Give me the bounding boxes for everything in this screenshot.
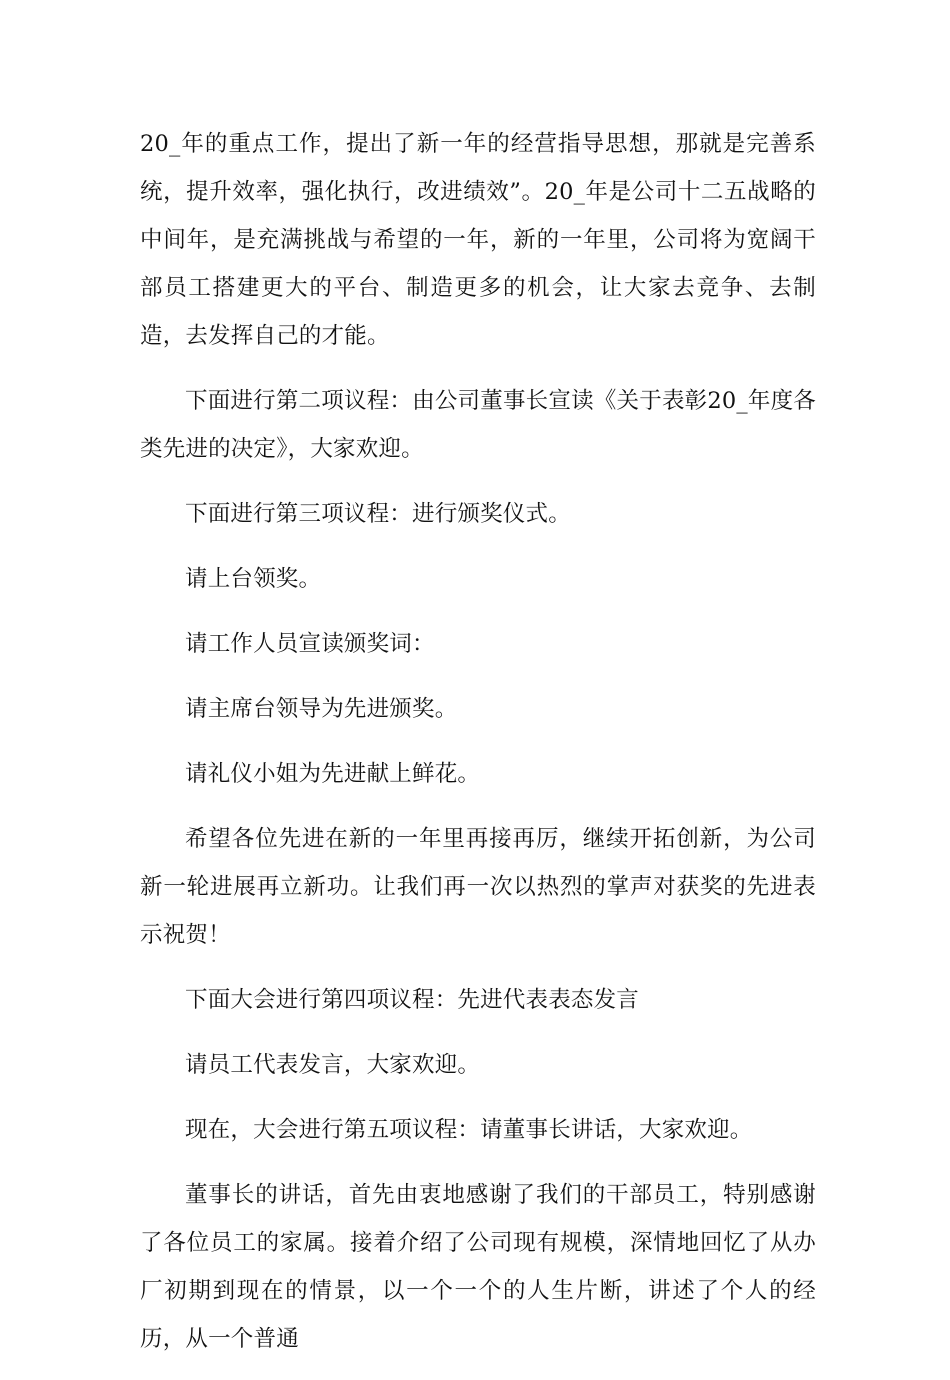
paragraph-employee-speech: 请员工代表发言，大家欢迎。	[185, 1052, 481, 1078]
paragraph-leaders-present: 请主席台领导为先进颁奖。	[185, 696, 458, 722]
paragraph-agenda-two: 下面进行第二项议程：由公司董事长宣读《关于表彰20_年度各类先进的决定》，大家欢迎。	[140, 388, 816, 462]
paragraph-award-citation: 请工作人员宣读颁奖词：	[185, 631, 435, 657]
paragraph-agenda-five: 现在，大会进行第五项议程：请董事长讲话，大家欢迎。	[185, 1117, 753, 1143]
paragraph-chairman-speech: 董事长的讲话，首先由衷地感谢了我们的干部员工，特别感谢了各位员工的家属。接着介绍了公司现有规模，深情地回忆了从办厂初期到现在的情景，以一个一个的人生片断，讲述了个人的经历，从一个普通	[140, 1182, 816, 1352]
paragraph-work-focus: 20_年的重点工作，提出了新一年的经营指导思想，那就是完善系统，提升效率，强化执行，改进绩效”。20_年是公司十二五战略的中间年，是充满挑战与希望的一年，新的一年里，公司将为宽阔干部员工搭建更大的平台、制造更多的机会，让大家去竞争、去制造，去发挥自己的才能。	[140, 131, 816, 349]
paragraph-agenda-three: 下面进行第三项议程：进行颁奖仪式。	[185, 501, 571, 527]
document-page	[140, 120, 816, 1380]
paragraph-flowers: 请礼仪小姐为先进献上鲜花。	[185, 761, 481, 787]
paragraph-congratulations: 希望各位先进在新的一年里再接再厉，继续开拓创新，为公司新一轮进展再立新功。让我们再一次以热烈的掌声对获奖的先进表示祝贺！	[140, 826, 816, 948]
paragraph-agenda-four: 下面大会进行第四项议程：先进代表表态发言	[185, 987, 640, 1013]
paragraph-receive-award: 请上台领奖。	[185, 566, 322, 592]
